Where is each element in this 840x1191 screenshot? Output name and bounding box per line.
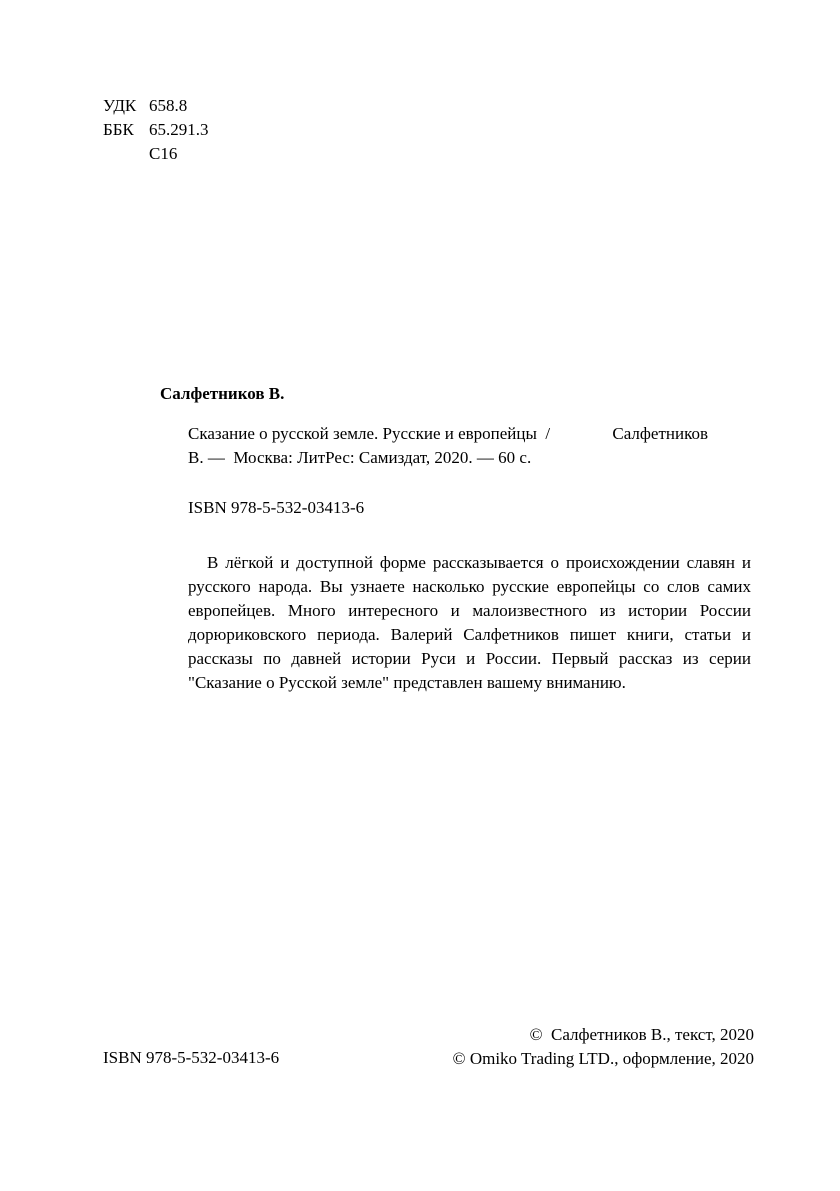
bibliographic-line-1 [188, 422, 708, 446]
copyright-block [453, 1023, 754, 1071]
bbk-row [103, 118, 209, 142]
bibliographic-line-2: В. — Москва: ЛитРес: Самиздат, 2020. — 60 с. [188, 448, 532, 467]
annotation: В лёгкой и доступной форме рассказывается о происхождении славян и русского народа. Вы узнаете насколько русские европейцы со слов самих европейцев. Много интересного и малоизвестного из истории России дорюриковского периода. Валерий Салфетников пишет книги, статьи и рассказы по давней истории Руси и России. Первый рассказ из серии "Сказание о Русской земле" представлен вашему вниманию. [188, 553, 751, 692]
udk-label: УДК [103, 96, 137, 115]
isbn-top: ISBN 978-5-532-03413-6 [188, 498, 365, 517]
udk-value: 658.8 [149, 96, 188, 115]
bbk-label: ББК [103, 120, 134, 139]
bibliographic-description [188, 422, 708, 470]
bbk-value: 65.291.3 [149, 120, 209, 139]
author-heading: Салфетников В. [160, 384, 285, 403]
udk-row [103, 94, 209, 118]
author-statement: Салфетников [612, 424, 708, 443]
isbn-bottom: ISBN 978-5-532-03413-6 [103, 1048, 280, 1067]
copyright-design: © Omiko Trading LTD., оформление, 2020 [452, 1049, 754, 1068]
author-mark-row [103, 142, 209, 166]
title-statement: Сказание о русской земле. Русские и европейцы / [188, 424, 551, 443]
classification-block [103, 94, 209, 166]
copyright-author: © Салфетников В., текст, 2020 [529, 1025, 754, 1044]
author-mark: С16 [149, 144, 178, 163]
